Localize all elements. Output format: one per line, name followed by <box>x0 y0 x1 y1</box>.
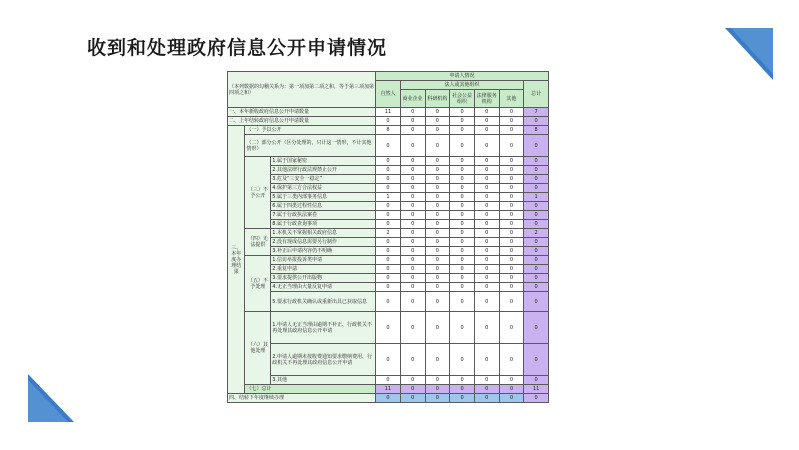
cell-value: 0 <box>376 184 401 193</box>
cell-value: 0 <box>474 247 499 256</box>
cell-value: 0 <box>524 292 549 312</box>
cell-value: 0 <box>400 376 425 385</box>
cell-value: 0 <box>524 184 549 193</box>
cell-value: 0 <box>499 126 524 135</box>
cell-value: 0 <box>425 184 450 193</box>
cell-value: 0 <box>474 175 499 184</box>
cell-value: 0 <box>524 265 549 274</box>
cell-value: 0 <box>376 283 401 292</box>
cell-value: 0 <box>425 265 450 274</box>
cell-value: 0 <box>450 274 475 283</box>
cell-value: 0 <box>450 376 475 385</box>
cell-value: 0 <box>474 126 499 135</box>
cell-value: 7 <box>524 108 549 117</box>
cell-value: 0 <box>425 292 450 312</box>
cell-value: 0 <box>400 126 425 135</box>
cell-value: 0 <box>450 229 475 238</box>
cell-value: 0 <box>474 265 499 274</box>
cell-value: 0 <box>499 238 524 247</box>
header-business: 商业企业 <box>400 90 425 108</box>
cell-value: 0 <box>474 157 499 166</box>
corner-triangle-bottom-left-icon <box>28 374 74 422</box>
cell-value: 11 <box>524 385 549 394</box>
row-label: 2.其他法律行政法规禁止公开 <box>271 166 376 175</box>
cell-value: 0 <box>450 108 475 117</box>
row-label: 6.属于四类过程性信息 <box>271 202 376 211</box>
cell-value: 0 <box>499 376 524 385</box>
header-legal-service: 法律服务机构 <box>474 90 499 108</box>
cell-value: 0 <box>474 166 499 175</box>
cell-value: 0 <box>425 247 450 256</box>
cell-value: 0 <box>474 202 499 211</box>
slide-title: 收到和处理政府信息公开申请情况 <box>87 37 388 59</box>
cell-value: 0 <box>376 220 401 229</box>
cell-value: 0 <box>376 256 401 265</box>
cell-value: 0 <box>425 202 450 211</box>
cell-value: 0 <box>425 175 450 184</box>
row-label: 5.要求行政机关确认或重新出具已获取信息 <box>271 292 376 312</box>
cell-value: 0 <box>450 193 475 202</box>
corner-triangle-top-right-icon <box>725 28 773 80</box>
cell-value: 11 <box>376 108 401 117</box>
cell-value: 0 <box>450 202 475 211</box>
cell-value: 0 <box>425 166 450 175</box>
cell-value: 0 <box>400 265 425 274</box>
row-label: 2.没有现成信息需要另行制作 <box>271 238 376 247</box>
cell-value: 0 <box>376 292 401 312</box>
row-label: 2.重复申请 <box>271 265 376 274</box>
cell-value: 0 <box>376 274 401 283</box>
row-label: 5.属于三类内部事务信息 <box>271 193 376 202</box>
cell-value: 0 <box>499 344 524 376</box>
cell-value: 0 <box>474 385 499 394</box>
cell-value: 0 <box>450 117 475 126</box>
cell-value: 0 <box>400 274 425 283</box>
cell-value: 0 <box>474 193 499 202</box>
row-label: 1.属于国家秘密 <box>271 157 376 166</box>
cell-value: 0 <box>400 229 425 238</box>
cell-value: 0 <box>450 385 475 394</box>
cell-value: 0 <box>524 117 549 126</box>
cell-value: 0 <box>425 256 450 265</box>
cell-value: 0 <box>474 135 499 157</box>
cell-value: 0 <box>474 117 499 126</box>
row-label: 4.无正当理由大量反复申请 <box>271 283 376 292</box>
cell-value: 0 <box>400 238 425 247</box>
cell-value: 0 <box>499 385 524 394</box>
cell-value: 0 <box>400 394 425 403</box>
cell-value: 2 <box>524 229 549 238</box>
cell-value: 0 <box>450 184 475 193</box>
cell-value: 0 <box>425 344 450 376</box>
cell-value: 0 <box>425 312 450 344</box>
cell-value: 0 <box>400 166 425 175</box>
cell-value: 0 <box>474 394 499 403</box>
cell-value: 0 <box>524 211 549 220</box>
cell-value: 0 <box>474 292 499 312</box>
cell-value: 0 <box>524 238 549 247</box>
cell-value: 0 <box>400 202 425 211</box>
cell-value: 0 <box>474 184 499 193</box>
cell-value: 0 <box>499 193 524 202</box>
cell-value: 2 <box>376 229 401 238</box>
cell-value: 0 <box>524 344 549 376</box>
cell-value: 0 <box>524 256 549 265</box>
cell-value: 0 <box>450 211 475 220</box>
cell-value: 0 <box>425 274 450 283</box>
group-label-g4: （四）无法提供 <box>245 229 271 256</box>
group-label-g5: （五）不予处理 <box>245 256 271 312</box>
cell-value: 0 <box>499 312 524 344</box>
cell-value: 0 <box>400 175 425 184</box>
cell-value: 0 <box>474 108 499 117</box>
cell-value: 0 <box>376 211 401 220</box>
cell-value: 0 <box>524 394 549 403</box>
cell-value: 0 <box>499 292 524 312</box>
header-total: 总计 <box>524 81 549 108</box>
cell-value: 0 <box>400 211 425 220</box>
cell-value: 0 <box>499 184 524 193</box>
cell-value: 0 <box>376 166 401 175</box>
cell-value: 0 <box>499 229 524 238</box>
row-label: 四、结转下年度继续办理 <box>228 394 376 403</box>
cell-value: 0 <box>474 211 499 220</box>
cell-value: 0 <box>425 108 450 117</box>
cell-value: 0 <box>499 135 524 157</box>
cell-value: 0 <box>450 394 475 403</box>
cell-value: 0 <box>450 344 475 376</box>
cell-value: 0 <box>400 135 425 157</box>
row-label: 2.申请人逾期未按收费通知要求缴纳费用、行政机关不再处理其政府信息公开申请 <box>271 344 376 376</box>
cell-value: 0 <box>474 238 499 247</box>
cell-value: 0 <box>425 238 450 247</box>
cell-value: 8 <box>376 126 401 135</box>
cell-value: 0 <box>524 202 549 211</box>
cell-value: 0 <box>524 220 549 229</box>
cell-value: 0 <box>524 166 549 175</box>
group-label-g3: （三）不予公开 <box>245 157 271 229</box>
cell-value: 0 <box>524 312 549 344</box>
row-label: 7.属于行政执法案卷 <box>271 211 376 220</box>
cell-value: 0 <box>400 117 425 126</box>
cell-value: 0 <box>450 283 475 292</box>
row-label: 1.信访举报投诉类申请 <box>271 256 376 265</box>
cell-value: 0 <box>400 292 425 312</box>
cell-value: 0 <box>425 385 450 394</box>
row-label: （二）部分公开（区分处理的，只计这一情形，不计其他情形） <box>245 135 376 157</box>
cell-value: 0 <box>499 220 524 229</box>
header-legal-group: 法人或其他组织 <box>400 81 523 90</box>
cell-value: 0 <box>450 135 475 157</box>
cell-value: 0 <box>425 157 450 166</box>
cell-value: 0 <box>450 265 475 274</box>
cell-value: 0 <box>499 211 524 220</box>
cell-value: 0 <box>425 135 450 157</box>
cell-value: 0 <box>450 157 475 166</box>
cell-value: 0 <box>499 394 524 403</box>
header-other: 其他 <box>499 90 524 108</box>
row-label: 1.本机关不掌握相关政府信息 <box>271 229 376 238</box>
cell-value: 0 <box>376 175 401 184</box>
cell-value: 0 <box>450 292 475 312</box>
row-label: 3.其他 <box>271 376 376 385</box>
cell-value: 0 <box>499 202 524 211</box>
cell-value: 0 <box>425 126 450 135</box>
row-label: 3.危及“三安全一稳定” <box>271 175 376 184</box>
cell-value: 0 <box>450 247 475 256</box>
row-label: 8.属于行政查询事项 <box>271 220 376 229</box>
section-3-label: 三、本年度办理结果 <box>228 126 245 394</box>
row-label: 一、本年新收政府信息公开申请数量 <box>228 108 376 117</box>
cell-value: 0 <box>376 157 401 166</box>
cell-value: 0 <box>474 283 499 292</box>
cell-value: 0 <box>400 283 425 292</box>
cell-value: 0 <box>524 247 549 256</box>
cell-value: 0 <box>474 376 499 385</box>
cell-value: 0 <box>425 220 450 229</box>
cell-value: 0 <box>400 385 425 394</box>
cell-value: 0 <box>450 256 475 265</box>
row-label: 3.补正后申请内容仍不明确 <box>271 247 376 256</box>
cell-value: 0 <box>376 312 401 344</box>
cell-value: 0 <box>499 247 524 256</box>
cell-value: 0 <box>425 193 450 202</box>
cell-value: 0 <box>450 126 475 135</box>
cell-value: 0 <box>376 247 401 256</box>
cell-value: 0 <box>376 202 401 211</box>
cell-value: 0 <box>499 175 524 184</box>
cell-value: 0 <box>524 376 549 385</box>
cell-value: 0 <box>474 274 499 283</box>
cell-value: 0 <box>499 283 524 292</box>
cell-value: 0 <box>376 238 401 247</box>
row-label: 3.要求提供公开出版物 <box>271 274 376 283</box>
cell-value: 0 <box>450 175 475 184</box>
cell-value: 0 <box>376 117 401 126</box>
cell-value: 0 <box>376 265 401 274</box>
cell-value: 0 <box>499 265 524 274</box>
cell-value: 0 <box>524 157 549 166</box>
header-social: 社会公益组织 <box>450 90 475 108</box>
header-research: 科研机构 <box>425 90 450 108</box>
cell-value: 0 <box>474 229 499 238</box>
cell-value: 0 <box>425 283 450 292</box>
cell-value: 0 <box>499 274 524 283</box>
row-label: 1.申请人无正当理由逾期不补正、行政机关不再处理其政府信息公开申请 <box>271 312 376 344</box>
cell-value: 0 <box>450 166 475 175</box>
row-label: 二、上年结转政府信息公开申请数量 <box>228 117 376 126</box>
cell-value: 0 <box>450 312 475 344</box>
cell-value: 0 <box>425 376 450 385</box>
header-applicant-group: 申请人情况 <box>376 72 549 81</box>
cell-value: 0 <box>400 193 425 202</box>
cell-value: 0 <box>524 175 549 184</box>
cell-value: 0 <box>376 394 401 403</box>
cell-value: 0 <box>425 117 450 126</box>
cell-value: 0 <box>376 376 401 385</box>
group-label-g6: （六）其他处理 <box>245 312 271 385</box>
cell-value: 0 <box>474 312 499 344</box>
cell-value: 0 <box>400 157 425 166</box>
cell-value: 0 <box>400 108 425 117</box>
cell-value: 0 <box>400 256 425 265</box>
cell-value: 0 <box>524 135 549 157</box>
header-natural-person: 自然人 <box>376 81 401 108</box>
cell-value: 0 <box>499 108 524 117</box>
cell-value: 8 <box>524 126 549 135</box>
cell-value: 0 <box>499 256 524 265</box>
cell-value: 0 <box>400 312 425 344</box>
cell-value: 0 <box>450 238 475 247</box>
cell-value: 0 <box>474 220 499 229</box>
cell-value: 0 <box>524 283 549 292</box>
cell-value: 0 <box>425 211 450 220</box>
cell-value: 1 <box>376 193 401 202</box>
cell-value: 0 <box>474 344 499 376</box>
cell-value: 0 <box>425 229 450 238</box>
cell-value: 0 <box>376 135 401 157</box>
cell-value: 0 <box>400 344 425 376</box>
cell-value: 1 <box>524 193 549 202</box>
row-label: （七）总计 <box>245 385 376 394</box>
cell-value: 0 <box>376 344 401 376</box>
cell-value: 0 <box>474 256 499 265</box>
cell-value: 0 <box>499 117 524 126</box>
cell-value: 0 <box>400 247 425 256</box>
cell-value: 0 <box>400 220 425 229</box>
cell-value: 0 <box>400 184 425 193</box>
row-label: （一）予以公开 <box>245 126 376 135</box>
cell-value: 0 <box>425 394 450 403</box>
row-label: 4.保护第三方合法权益 <box>271 184 376 193</box>
cell-value: 0 <box>524 274 549 283</box>
cell-value: 11 <box>376 385 401 394</box>
disclosure-statistics-table <box>227 71 549 403</box>
cell-value: 0 <box>499 157 524 166</box>
cell-value: 0 <box>450 220 475 229</box>
cell-value: 0 <box>499 166 524 175</box>
corner-note: （本列数据的勾稽关系为：第一项加第二项之和，等于第三项加第四项之和） <box>228 72 376 108</box>
